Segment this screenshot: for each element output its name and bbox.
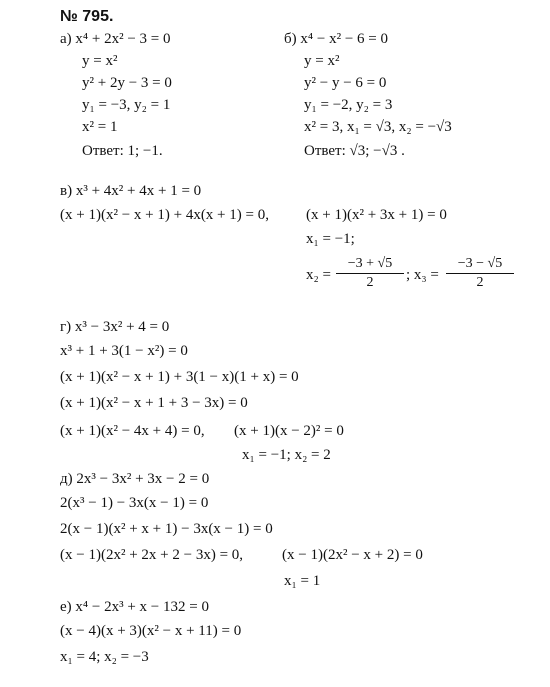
part-a-x-squared: x² = 1	[82, 119, 118, 135]
part-e-factored: (x − 4)(x + 3)(x² − x + 11) = 0	[60, 623, 242, 639]
part-d-step-2: 2(x − 1)(x² + x + 1) − 3x(x − 1) = 0	[60, 521, 273, 537]
part-v-root-3-label: ; x₃ =	[406, 267, 439, 283]
fraction-numerator: −3 − √5	[446, 256, 514, 274]
part-g-step-4: (x + 1)(x² − 4x + 4) = 0,	[60, 423, 205, 439]
part-b-substitution: y = x²	[304, 53, 340, 69]
part-b-quadratic: y² − y − 6 = 0	[304, 75, 387, 91]
part-g-step-5: (x + 1)(x − 2)² = 0	[234, 423, 344, 439]
part-b-equation: б) x⁴ − x² − 6 = 0	[284, 31, 388, 47]
part-g-step-1: x³ + 1 + 3(1 − x²) = 0	[60, 343, 188, 359]
part-b-roots-x: x² = 3, x₁ = √3, x₂ = −√3	[304, 119, 452, 135]
part-d-step-3: (x − 1)(2x² + 2x + 2 − 3x) = 0,	[60, 547, 244, 563]
part-g-step-2: (x + 1)(x² − x + 1) + 3(1 − x)(1 + x) = 0	[60, 369, 299, 385]
part-v-factoring: (x + 1)(x² − x + 1) + 4x(x + 1) = 0,	[60, 207, 269, 223]
part-a-roots-y: y₁ = −3, y₂ = 1	[82, 97, 171, 113]
part-g-equation: г) x³ − 3x² + 4 = 0	[60, 319, 170, 335]
part-b-roots-y: y₁ = −2, y₂ = 3	[304, 97, 393, 113]
part-d-step-4: (x − 1)(2x² − x + 2) = 0	[282, 547, 423, 563]
part-v-root-2-label: x₂ =	[306, 267, 331, 283]
part-d-equation: д) 2x³ − 3x² + 3x − 2 = 0	[60, 471, 210, 487]
part-g-roots: x₁ = −1; x₂ = 2	[242, 447, 331, 463]
part-a-answer: Ответ: 1; −1.	[82, 143, 163, 159]
part-v-root-1: x₁ = −1;	[306, 231, 355, 247]
part-a-equation: а) x⁴ + 2x² − 3 = 0	[60, 31, 171, 47]
part-d-step-1: 2(x³ − 1) − 3x(x − 1) = 0	[60, 495, 209, 511]
part-a-quadratic: y² + 2y − 3 = 0	[82, 75, 172, 91]
part-e-roots: x₁ = 4; x₂ = −3	[60, 649, 149, 665]
fraction-denominator: 2	[476, 275, 484, 290]
part-v-root-2-fraction	[336, 256, 404, 291]
part-v-factored: (x + 1)(x² + 3x + 1) = 0	[306, 207, 447, 223]
part-g-step-3: (x + 1)(x² − x + 1 + 3 − 3x) = 0	[60, 395, 248, 411]
fraction-numerator: −3 + √5	[336, 256, 404, 274]
part-v-root-3-fraction	[446, 256, 514, 291]
part-v-equation: в) x³ + 4x² + 4x + 1 = 0	[60, 183, 202, 199]
part-b-answer: Ответ: √3; −√3 .	[304, 143, 405, 159]
part-a-substitution: y = x²	[82, 53, 118, 69]
part-d-root: x₁ = 1	[284, 573, 321, 589]
part-e-equation: е) x⁴ − 2x³ + x − 132 = 0	[60, 599, 209, 615]
fraction-denominator: 2	[366, 275, 374, 290]
problem-number: № 795.	[60, 8, 114, 25]
